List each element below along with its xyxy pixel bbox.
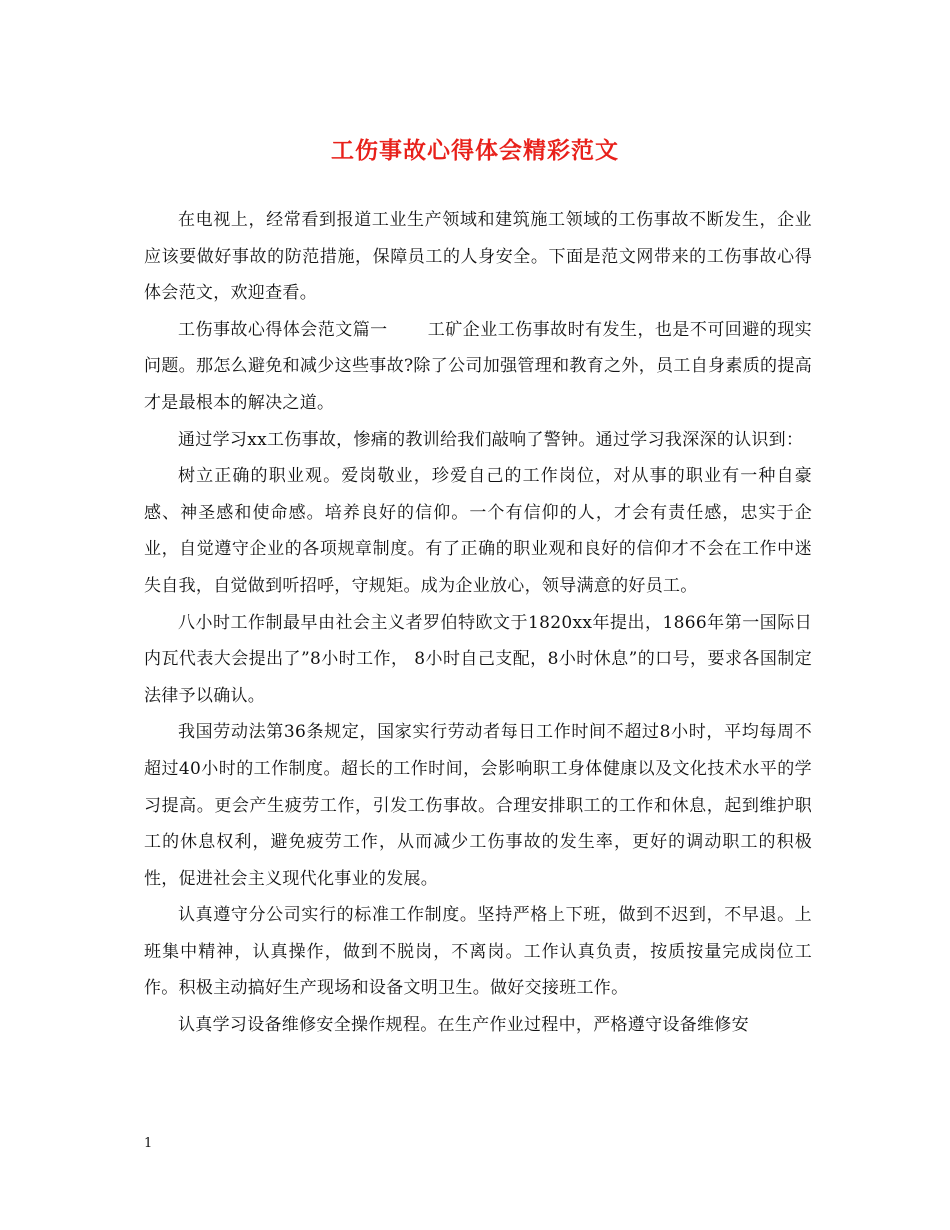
section-first-paragraph: 工矿企业工伤事故时有发生，也是不可回避的现实问题。那怎么避免和减少这些事故?除了公司加强管理和教育之外，员工自身素质的提高才是最根本的解决之道。 <box>144 319 812 413</box>
paragraph-career-view: 树立正确的职业观。爱岗敬业，珍爱自己的工作岗位，对从事的职业有一种自豪感、神圣感和使命感。培养良好的信仰。一个有信仰的人，才会有责任感，忠实于企业，自觉遵守企业的各项规章制度。有了正确的职业观和良好的信仰才不会在工作中迷失自我，自觉做到听招呼，守规矩。成为企业放心，领导满意的好员工。 <box>144 466 812 596</box>
paragraph-lesson: 通过学习xx工伤事故，惨痛的教训给我们敲响了警钟。通过学习我深深的认识到： <box>178 429 804 450</box>
paragraph-eight-hours: 八小时工作制最早由社会主义者罗伯特欧文于1820xx年提出，1866年第一国际日内瓦代表大会提出了”8小时工作， 8小时自己支配，8小时休息”的口号，要求各国制定法律予以确认。 <box>144 612 812 706</box>
paragraph-work-system: 认真遵守分公司实行的标准工作制度。坚持严格上下班，做到不迟到，不早退。上班集中精神，认真操作，做到不脱岗，不离岗。工作认真负责，按质按量完成岗位工作。积极主动搞好生产现场和设备文明卫生。做好交接班工作。 <box>144 905 812 999</box>
paragraph-maintenance: 认真学习设备维修安全操作规程。在生产作业过程中，严格遵守设备维修安 <box>178 1015 749 1036</box>
paragraph-intro: 在电视上，经常看到报道工业生产领域和建筑施工领域的工伤事故不断发生，企业应该要做好事故的防范措施，保障员工的人身安全。下面是范文网带来的工伤事故心得体会范文，欢迎查看。 <box>144 210 812 304</box>
document-title: 工伤事故心得体会精彩范文 <box>331 137 619 164</box>
document-body <box>144 202 812 1044</box>
paragraph-labor-law: 我国劳动法第36条规定，国家实行劳动者每日工作时间不超过8小时，平均每周不超过40小时的工作制度。超长的工作时间，会影响职工身体健康以及文化技术水平的学习提高。更会产生疲劳工作，引发工伤事故。合理安排职工的工作和休息，起到维护职工的休息权利，避免疲劳工作，从而减少工伤事故的发生率，更好的调动职工的积极性，促进社会主义现代化事业的发展。 <box>144 722 812 889</box>
paragraph-section-one <box>144 312 812 422</box>
page-number: 1 <box>144 1136 153 1151</box>
section-heading: 工伤事故心得体会范文篇一 <box>178 319 388 340</box>
